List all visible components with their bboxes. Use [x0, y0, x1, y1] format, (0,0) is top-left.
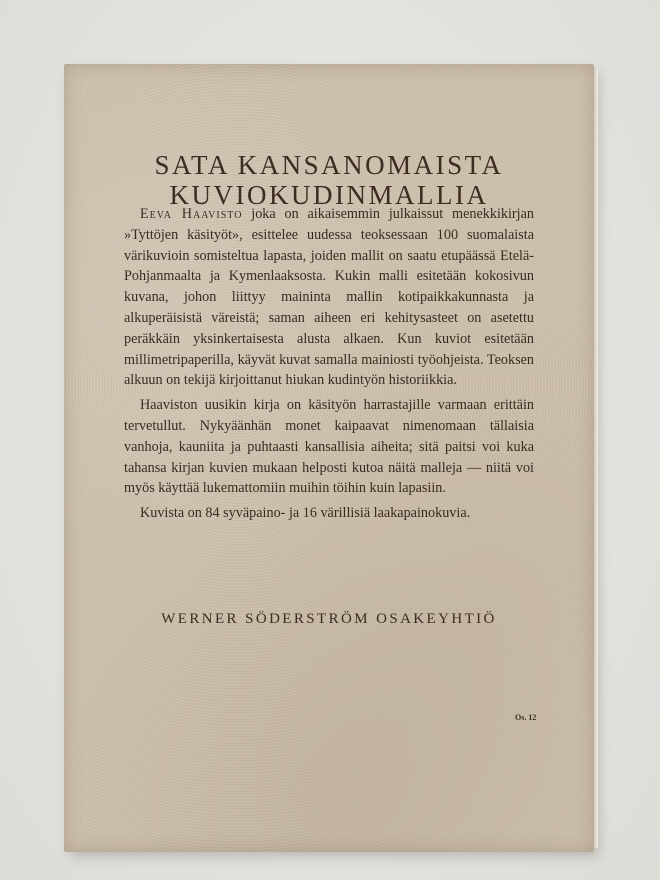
title-line-1: SATA KANSANOMAISTA [154, 150, 504, 180]
book-back-cover [64, 64, 594, 852]
series-number: Os. 12 [515, 713, 537, 722]
title-line-2: KUVIOKUDINMALLIA [169, 180, 489, 210]
paragraph-2: Haaviston uusikin kirja on käsityön harrastajille varmaan erittäin tervetullut. Nykyäänhän monet kaipaavat nimenomaan tällaisia vanhoja, kauniita ja puhtaasti kansallisia aiheita; sitä paitsi voi kuka tahansa kirjan kuvien mukaan helposti kutoa näitä malleja — niitä voi myös käyttää lukemattomiin muihin töihin kuin lapasiin. [124, 397, 534, 497]
paragraph-1-text: joka on aikaisemmin julkaissut menekkikirjan »Tyttöjen käsityöt», esittelee uudessa teoksessaan 100 suomalaista värikuvioin somisteltua lapasta, joiden mallit on saatu etupäässä Etelä-Pohjanmaalta ja Kymenlaaksosta. Kukin malli esitetään kokosivun kuvana, johon liittyy maininta mallin kotipaikkakunnasta ja alkuperäisistä väreistä; saman aiheen eri kehitysasteet on asetettu peräkkäin yksinkertaisesta alusta alkaen. Kun kuviot esitetään millimetripaperilla, käyvät kuvat samalla mainiosti työohjeista. Teoksen alkuun on tekijä kirjoittanut hiukan kudintyön historiikkia. [124, 206, 534, 389]
cover-title [64, 150, 594, 210]
paragraph-1 [124, 204, 534, 391]
author-name: Eeva Haavisto [140, 206, 243, 222]
page-edge [594, 68, 598, 848]
paragraph-3: Kuvista on 84 syväpaino- ja 16 värillisiä laakapainokuvia. [140, 505, 471, 522]
publisher-name: WERNER SÖDERSTRÖM OSAKEYHTIÖ [161, 611, 497, 627]
blurb-text [124, 204, 534, 528]
